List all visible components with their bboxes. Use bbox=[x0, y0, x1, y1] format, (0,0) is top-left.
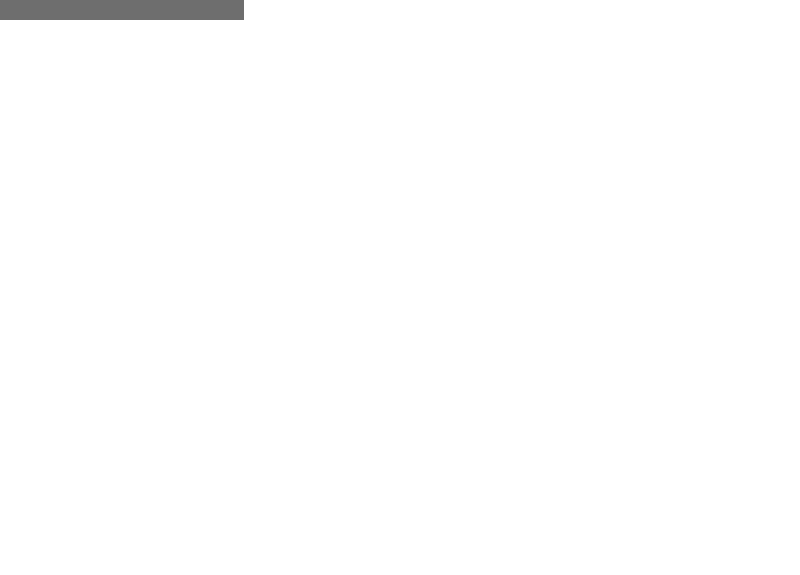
table-title bbox=[0, 0, 244, 20]
table-header bbox=[0, 0, 800, 20]
